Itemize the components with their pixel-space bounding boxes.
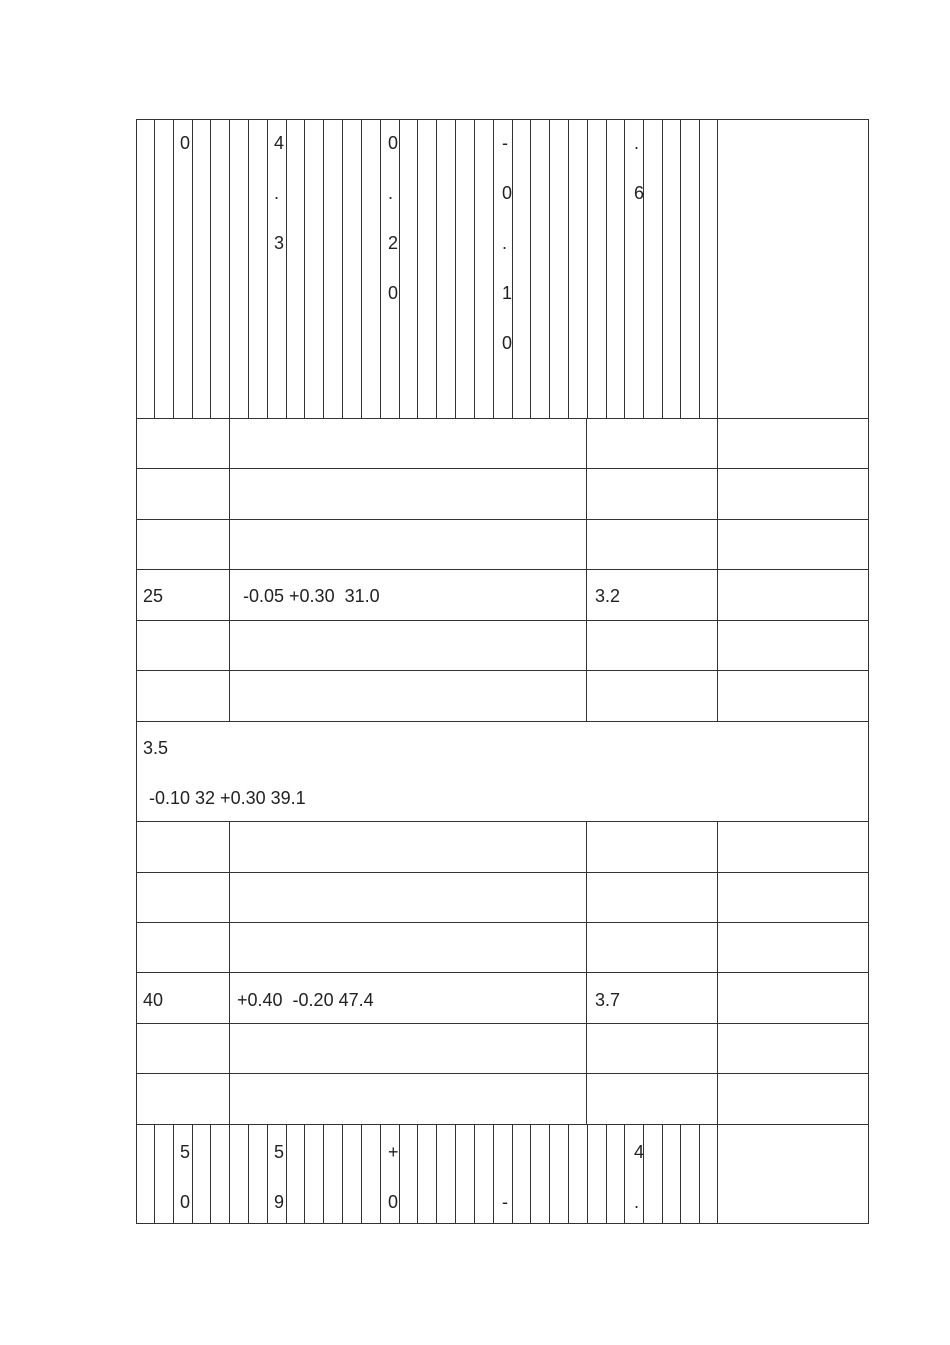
cell-divider — [286, 119, 287, 419]
row-25-col-3: 3.2 — [595, 586, 621, 606]
row-divider — [136, 872, 869, 873]
cell-divider — [267, 119, 268, 419]
cell-divider — [210, 1124, 211, 1224]
row-divider — [136, 1124, 869, 1125]
row-divider — [136, 519, 869, 520]
cell-divider — [699, 1124, 700, 1224]
cell-divider — [493, 119, 494, 419]
row-divider — [136, 670, 869, 671]
cell-divider — [587, 119, 588, 419]
top-col-d-char: . — [502, 233, 508, 253]
cell-divider — [417, 119, 418, 419]
top-col-e-char: . — [634, 133, 640, 153]
cell-divider — [248, 1124, 249, 1224]
cell-divider — [624, 119, 625, 419]
bottom-col-e-char: . — [634, 1192, 640, 1212]
cell-divider — [323, 1124, 324, 1224]
row-divider — [136, 821, 869, 822]
cell-divider — [154, 1124, 155, 1224]
cell-divider — [680, 1124, 681, 1224]
cell-divider — [606, 1124, 607, 1224]
cell-divider — [717, 1124, 718, 1224]
cell-divider — [192, 119, 193, 419]
top-col-d-char: - — [502, 133, 508, 153]
top-col-c-char: . — [388, 183, 394, 203]
cell-divider — [248, 119, 249, 419]
top-col-c-char: 0 — [388, 283, 399, 303]
cell-divider — [229, 119, 230, 419]
row-35-line-1: 3.5 — [143, 738, 169, 758]
column-divider — [229, 418, 230, 722]
cell-divider — [304, 119, 305, 419]
column-divider — [586, 821, 587, 1125]
cell-divider — [229, 1124, 230, 1224]
row-25-col-2: -0.05 +0.30 31.0 — [243, 586, 380, 606]
cell-divider — [380, 1124, 381, 1224]
cell-divider — [568, 119, 569, 419]
row-divider — [136, 620, 869, 621]
cell-divider — [717, 119, 718, 419]
cell-divider — [455, 119, 456, 419]
row-25-col-1: 25 — [143, 586, 164, 606]
bottom-col-e-char: 4 — [634, 1142, 645, 1162]
column-divider — [717, 821, 718, 1125]
bottom-col-c-char: 0 — [388, 1192, 399, 1212]
cell-divider — [474, 1124, 475, 1224]
cell-divider — [643, 119, 644, 419]
cell-divider — [455, 1124, 456, 1224]
top-col-b-char: . — [274, 183, 280, 203]
cell-divider — [587, 1124, 588, 1224]
bottom-col-c-char: + — [388, 1142, 399, 1162]
cell-divider — [662, 119, 663, 419]
cell-divider — [173, 119, 174, 419]
row-divider — [136, 569, 869, 570]
top-col-d-char: 0 — [502, 333, 513, 353]
row-divider — [136, 721, 869, 722]
top-col-e-char: 6 — [634, 183, 645, 203]
cell-divider — [342, 1124, 343, 1224]
row-40-col-1: 40 — [143, 990, 164, 1010]
row-divider — [136, 418, 869, 419]
cell-divider — [173, 1124, 174, 1224]
top-col-d-char: 1 — [502, 283, 513, 303]
bottom-col-b-char: 5 — [274, 1142, 285, 1162]
cell-divider — [323, 119, 324, 419]
cell-divider — [606, 119, 607, 419]
row-divider — [136, 1023, 869, 1024]
cell-divider — [342, 119, 343, 419]
cell-divider — [662, 1124, 663, 1224]
column-divider — [717, 418, 718, 722]
cell-divider — [493, 1124, 494, 1224]
cell-divider — [304, 1124, 305, 1224]
cell-divider — [624, 1124, 625, 1224]
top-col-b-char: 4 — [274, 133, 285, 153]
top-col-a-char: 0 — [180, 133, 191, 153]
top-col-d-char: 0 — [502, 183, 513, 203]
table-border-top — [136, 119, 869, 120]
bottom-col-a-char: 0 — [180, 1192, 191, 1212]
cell-divider — [154, 119, 155, 419]
column-divider — [229, 821, 230, 1125]
row-40-col-3: 3.7 — [595, 990, 621, 1010]
column-divider — [586, 418, 587, 722]
cell-divider — [549, 119, 550, 419]
cell-divider — [549, 1124, 550, 1224]
top-col-c-char: 2 — [388, 233, 399, 253]
row-divider — [136, 468, 869, 469]
cell-divider — [680, 119, 681, 419]
cell-divider — [530, 119, 531, 419]
table-border-bottom — [136, 1223, 869, 1224]
row-divider — [136, 972, 869, 973]
cell-divider — [474, 119, 475, 419]
bottom-col-d-char: - — [502, 1192, 508, 1212]
top-col-b-char: 3 — [274, 233, 285, 253]
cell-divider — [361, 1124, 362, 1224]
cell-divider — [361, 119, 362, 419]
cell-divider — [568, 1124, 569, 1224]
row-divider — [136, 922, 869, 923]
cell-divider — [267, 1124, 268, 1224]
cell-divider — [436, 119, 437, 419]
cell-divider — [512, 119, 513, 419]
cell-divider — [699, 119, 700, 419]
cell-divider — [380, 119, 381, 419]
table-border-left — [136, 119, 137, 1224]
bottom-col-a-char: 5 — [180, 1142, 191, 1162]
top-col-c-char: 0 — [388, 133, 399, 153]
cell-divider — [210, 119, 211, 419]
row-divider — [136, 1073, 869, 1074]
cell-divider — [399, 119, 400, 419]
row-35-line-2: -0.10 32 +0.30 39.1 — [149, 788, 306, 808]
bottom-col-b-char: 9 — [274, 1192, 285, 1212]
cell-divider — [417, 1124, 418, 1224]
row-40-col-2: +0.40 -0.20 47.4 — [237, 990, 374, 1010]
cell-divider — [530, 1124, 531, 1224]
table-border-right — [868, 119, 869, 1224]
cell-divider — [436, 1124, 437, 1224]
